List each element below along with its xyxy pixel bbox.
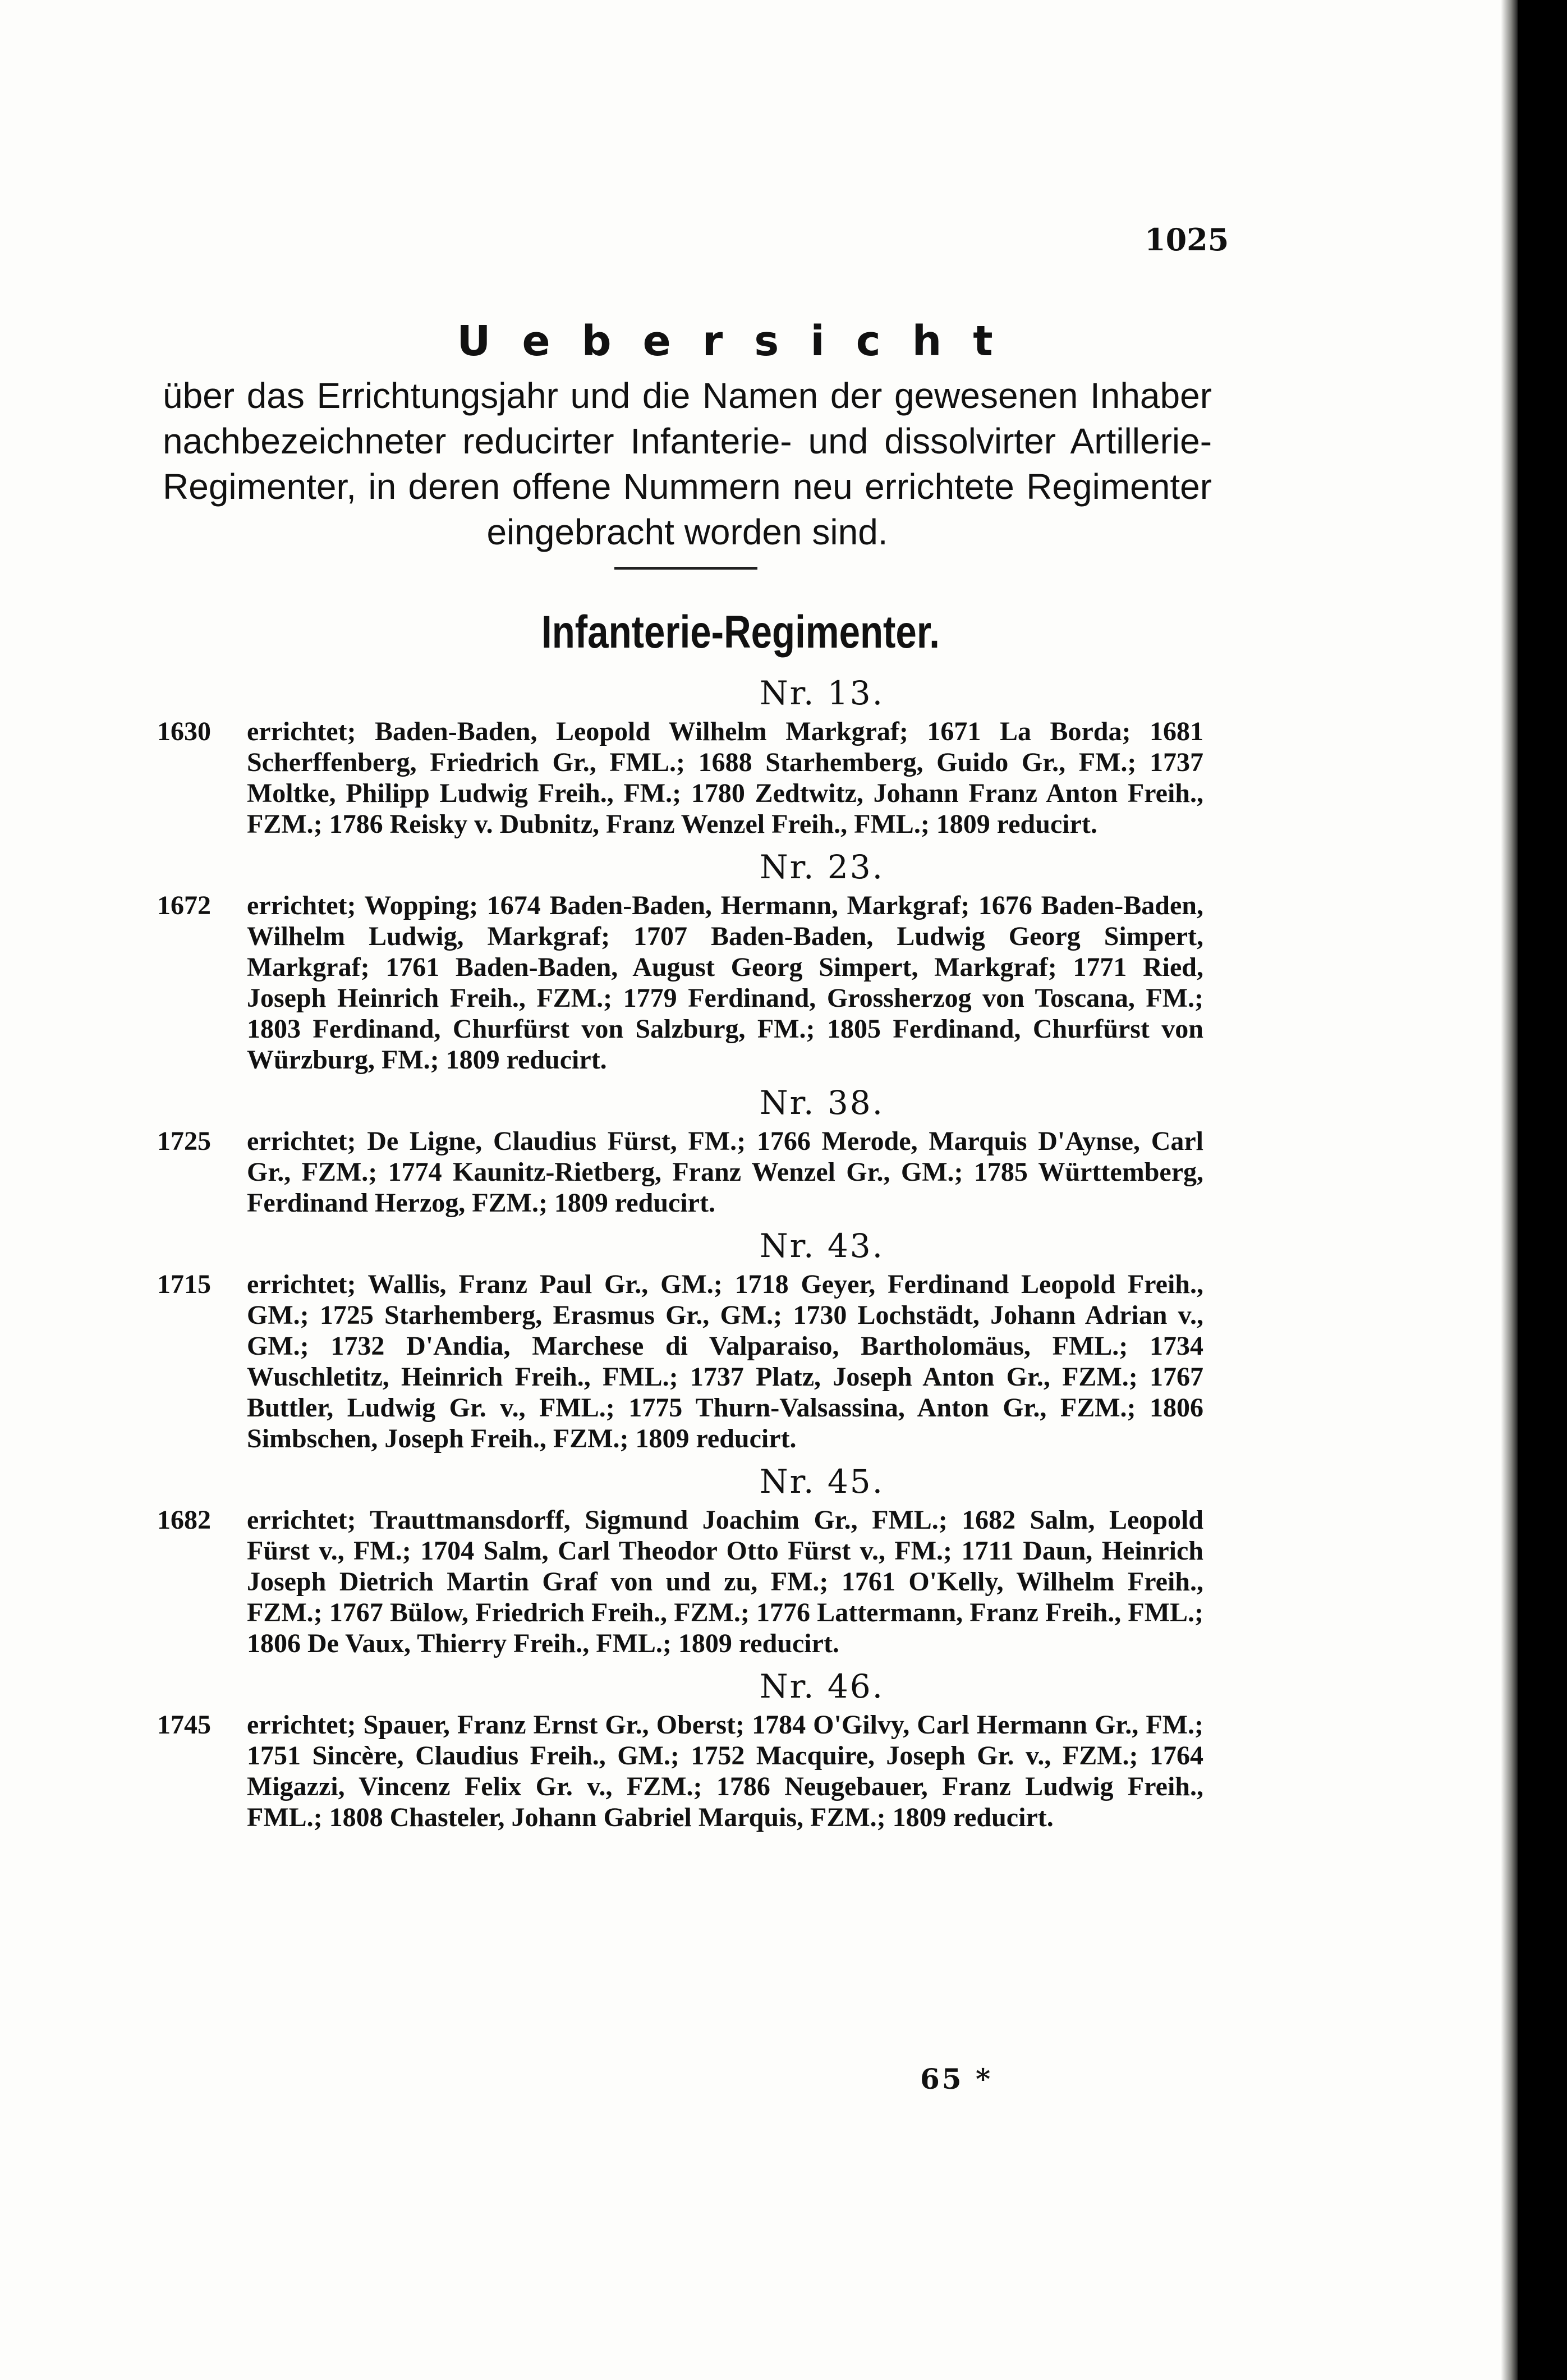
regiment-history: errichtet; Trauttmansdorff, Sigmund Joachim Gr., FML.; 1682 Salm, Leopold Fürst v., FM.; 1704 Salm, Carl Theodor Otto Fürst v., FM.; 1711 Daun, Heinrich Joseph Dietrich Martin Graf von und zu, FM.; 1761 O'Kelly, Wilhelm Freih., FZM.; 1767 Bülow, Friedrich Freih., FZM.; 1776 Lattermann, Franz Freih., FML.; 1806 De Vaux, Thierry Freih., FML.; 1809 reducirt. xyxy=(247,1505,1203,1658)
regiment-history: errichtet; Spauer, Franz Ernst Gr., Oberst; 1784 O'Gilvy, Carl Hermann Gr., FM.; 1751 Sincère, Claudius Freih., GM.; 1752 Macquire, Joseph Gr. v., FZM.; 1764 Migazzi, Vincenz Felix Gr. v., FZM.; 1786 Neugebauer, Franz Ludwig Freih., FML.; 1808 Chasteler, Johann Gabriel Marquis, FZM.; 1809 reducirt. xyxy=(247,1710,1203,1832)
regiment-history: errichtet; Wallis, Franz Paul Gr., GM.; 1718 Geyer, Ferdinand Leopold Freih., GM.; 1725 Starhemberg, Erasmus Gr., GM.; 1730 Lochstädt, Johann Adrian v., GM.; 1732 D'Andia, Marchese di Valparaiso, Bartholomäus, FML.; 1734 Wuschletitz, Heinrich Freih., FML.; 1737 Platz, Joseph Anton Gr., FZM.; 1767 Buttler, Ludwig Gr. v., FML.; 1775 Thurn-Valsassina, Anton Gr., FZM.; 1806 Simbschen, Joseph Freih., FZM.; 1809 reducirt. xyxy=(247,1269,1203,1453)
section-heading: Infanterie-Regimenter. xyxy=(541,607,940,658)
divider xyxy=(614,567,757,570)
regiment-year: 1630 xyxy=(157,717,211,746)
regiment-text-block xyxy=(157,890,1257,1075)
regiment-year: 1682 xyxy=(157,1505,211,1535)
regiment-list xyxy=(157,673,1257,1841)
regiment-year: 1745 xyxy=(157,1710,211,1740)
regiment-text-block xyxy=(157,1126,1257,1218)
intro-paragraph: über das Errichtungsjahr und die Namen der gewesenen Inhaber nachbezeichneter reducirter Infanterie- und dissolvirter Artillerie-Regimenter, in deren offene Nummern neu errichtete Regimenter eingebracht worden sind. xyxy=(163,375,1212,552)
regiment-entry xyxy=(157,673,1257,840)
regiment-number: Nr. 43. xyxy=(759,1227,885,1265)
regiment-history: errichtet; Baden-Baden, Leopold Wilhelm Markgraf; 1671 La Borda; 1681 Scherffenberg, Friedrich Gr., FML.; 1688 Starhemberg, Guido Gr., FM.; 1737 Moltke, Philipp Ludwig Freih., FM.; 1780 Zedtwitz, Johann Franz Anton Freih., FZM.; 1786 Reisky v. Dubnitz, Franz Wenzel Freih., FML.; 1809 reducirt. xyxy=(247,717,1203,839)
regiment-number: Nr. 23. xyxy=(759,848,885,886)
regiment-text-block xyxy=(157,1505,1257,1659)
regiment-year: 1672 xyxy=(157,891,211,920)
regiment-year: 1715 xyxy=(157,1269,211,1299)
regiment-history: errichtet; De Ligne, Claudius Fürst, FM.; 1766 Merode, Marquis D'Aynse, Carl Gr., FZM.; 1774 Kaunitz-Rietberg, Franz Wenzel Gr., GM.; 1785 Württemberg, Ferdinand Herzog, FZM.; 1809 reducirt. xyxy=(247,1126,1203,1218)
regiment-number: Nr. 13. xyxy=(759,674,885,712)
regiment-text-block xyxy=(157,1269,1257,1454)
regiment-entry xyxy=(157,1226,1257,1454)
page-number: 1025 xyxy=(1145,222,1229,258)
regiment-entry xyxy=(157,1462,1257,1659)
regiment-entry xyxy=(157,1083,1257,1218)
regiment-year: 1725 xyxy=(157,1126,211,1156)
regiment-number: Nr. 46. xyxy=(759,1667,885,1705)
regiment-entry xyxy=(157,1667,1257,1833)
regiment-number: Nr. 38. xyxy=(759,1084,885,1122)
regiment-text-block xyxy=(157,1709,1257,1833)
regiment-history: errichtet; Wopping; 1674 Baden-Baden, Hermann, Markgraf; 1676 Baden-Baden, Wilhelm Ludwig, Markgraf; 1707 Baden-Baden, Ludwig Georg Simpert, Markgraf; 1761 Baden-Baden, August Georg Simpert, Markgraf; 1771 Ried, Joseph Heinrich Freih., FZM.; 1779 Ferdinand, Grossherzog von Toscana, FM.; 1803 Ferdinand, Churfürst von Salzburg, FM.; 1805 Ferdinand, Churfürst von Würzburg, FM.; 1809 reducirt. xyxy=(247,891,1203,1075)
regiment-entry xyxy=(157,847,1257,1075)
page-title: Uebersicht xyxy=(457,317,1024,365)
page-edge xyxy=(1501,0,1518,2380)
signature-mark: 65 * xyxy=(920,2062,993,2095)
regiment-number: Nr. 45. xyxy=(759,1462,885,1501)
regiment-text-block xyxy=(157,716,1257,840)
